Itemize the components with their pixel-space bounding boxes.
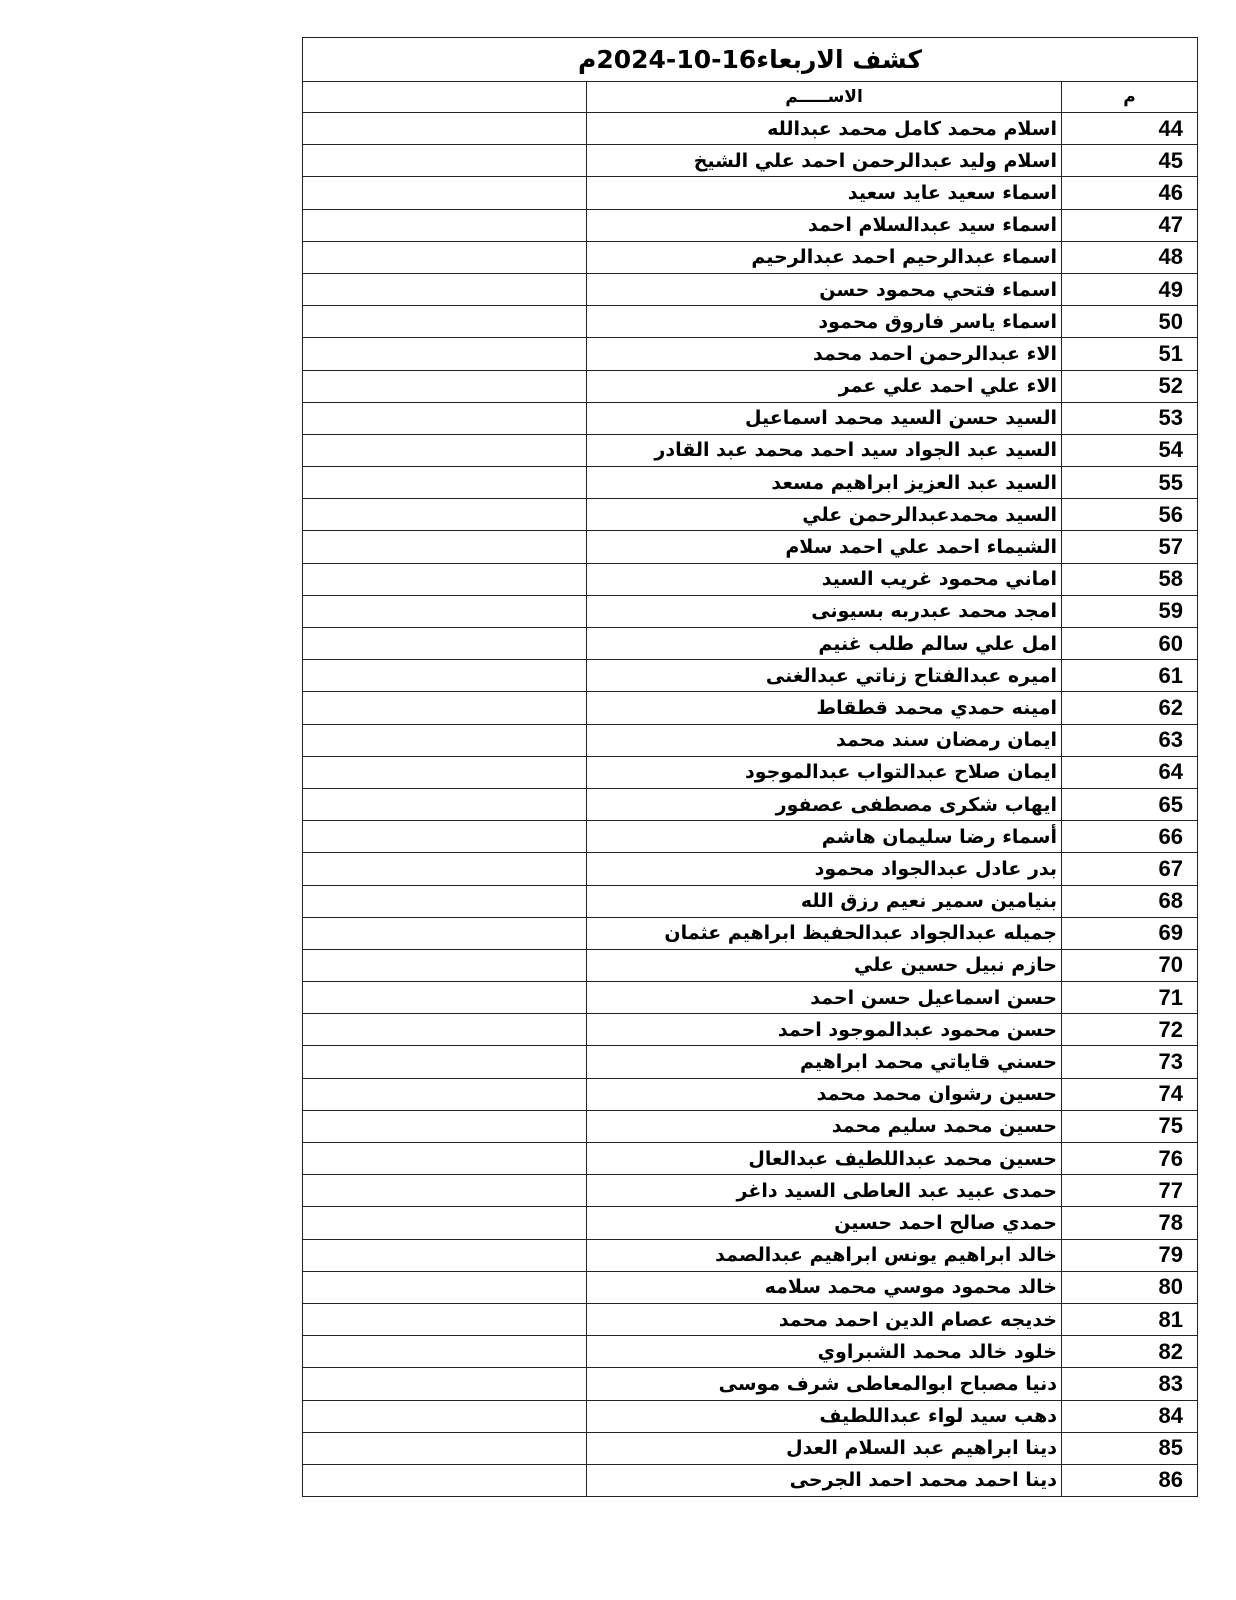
table-row: [303, 595, 1198, 627]
row-number: 83: [1062, 1368, 1198, 1400]
blank-cell: [303, 1432, 587, 1464]
row-name: خالد ابراهيم يونس ابراهيم عبدالصمد: [587, 1239, 1062, 1271]
blank-cell: [303, 917, 587, 949]
table-row: [303, 434, 1198, 466]
table-row: [303, 628, 1198, 660]
table-row: [303, 1175, 1198, 1207]
blank-cell: [303, 692, 587, 724]
blank-cell: [303, 724, 587, 756]
row-number: 61: [1062, 660, 1198, 692]
row-name: امينه حمدي محمد قطقاط: [587, 692, 1062, 724]
row-number: 45: [1062, 145, 1198, 177]
row-name: دينا ابراهيم عبد السلام العدل: [587, 1432, 1062, 1464]
row-name: أسماء رضا سليمان هاشم: [587, 821, 1062, 853]
row-number: 80: [1062, 1271, 1198, 1303]
row-number: 86: [1062, 1464, 1198, 1496]
row-number: 67: [1062, 853, 1198, 885]
table-row: [303, 724, 1198, 756]
row-number: 62: [1062, 692, 1198, 724]
blank-cell: [303, 1336, 587, 1368]
row-name: حمدى عبيد عبد العاطى السيد داغر: [587, 1175, 1062, 1207]
blank-cell: [303, 1368, 587, 1400]
blank-cell: [303, 434, 587, 466]
row-number: 59: [1062, 595, 1198, 627]
row-number: 75: [1062, 1110, 1198, 1142]
blank-cell: [303, 949, 587, 981]
table-row: [303, 145, 1198, 177]
header-row: [303, 82, 1198, 113]
row-name: اماني محمود غريب السيد: [587, 563, 1062, 595]
blank-cell: [303, 113, 587, 145]
table-row: [303, 499, 1198, 531]
blank-cell: [303, 209, 587, 241]
table-row: [303, 788, 1198, 820]
table-row: [303, 660, 1198, 692]
row-number: 85: [1062, 1432, 1198, 1464]
blank-cell: [303, 821, 587, 853]
blank-cell: [303, 1400, 587, 1432]
table-row: [303, 1432, 1198, 1464]
table-row: [303, 885, 1198, 917]
row-name: جميله عبدالجواد عبدالحفيظ ابراهيم عثمان: [587, 917, 1062, 949]
row-number: 64: [1062, 756, 1198, 788]
row-number: 44: [1062, 113, 1198, 145]
row-number: 74: [1062, 1078, 1198, 1110]
blank-cell: [303, 756, 587, 788]
header-name: الاســـــم: [587, 82, 1062, 113]
blank-cell: [303, 1175, 587, 1207]
blank-cell: [303, 402, 587, 434]
row-name: حسين محمد سليم محمد: [587, 1110, 1062, 1142]
row-name: ايهاب شكرى مصطفى عصفور: [587, 788, 1062, 820]
blank-cell: [303, 1110, 587, 1142]
header-number: م: [1062, 82, 1198, 113]
row-number: 48: [1062, 241, 1198, 273]
table-row: [303, 1336, 1198, 1368]
blank-cell: [303, 467, 587, 499]
row-number: 71: [1062, 982, 1198, 1014]
blank-cell: [303, 531, 587, 563]
row-name: دنيا مصباح ابوالمعاطى شرف موسى: [587, 1368, 1062, 1400]
row-number: 54: [1062, 434, 1198, 466]
row-name: حسين محمد عبداللطيف عبدالعال: [587, 1143, 1062, 1175]
table-row: [303, 1368, 1198, 1400]
row-number: 66: [1062, 821, 1198, 853]
row-name: الشيماء احمد علي احمد سلام: [587, 531, 1062, 563]
attendance-table: [302, 37, 1198, 1497]
table-row: [303, 1014, 1198, 1046]
blank-cell: [303, 1046, 587, 1078]
row-number: 56: [1062, 499, 1198, 531]
row-number: 57: [1062, 531, 1198, 563]
table-row: [303, 209, 1198, 241]
blank-cell: [303, 853, 587, 885]
table-row: [303, 692, 1198, 724]
row-name: بنيامين سمير نعيم رزق الله: [587, 885, 1062, 917]
table-row: [303, 563, 1198, 595]
blank-cell: [303, 885, 587, 917]
blank-cell: [303, 338, 587, 370]
row-number: 51: [1062, 338, 1198, 370]
row-number: 60: [1062, 628, 1198, 660]
blank-cell: [303, 177, 587, 209]
row-name: حسين رشوان محمد محمد: [587, 1078, 1062, 1110]
table-row: [303, 1303, 1198, 1335]
table-row: [303, 917, 1198, 949]
table-row: [303, 241, 1198, 273]
row-name: حمدي صالح احمد حسين: [587, 1207, 1062, 1239]
row-name: اميره عبدالفتاح زناتي عبدالغنى: [587, 660, 1062, 692]
row-name: اسماء سيد عبدالسلام احمد: [587, 209, 1062, 241]
blank-cell: [303, 628, 587, 660]
row-number: 65: [1062, 788, 1198, 820]
blank-cell: [303, 1143, 587, 1175]
blank-cell: [303, 1239, 587, 1271]
row-name: ايمان رمضان سند محمد: [587, 724, 1062, 756]
row-number: 58: [1062, 563, 1198, 595]
row-number: 63: [1062, 724, 1198, 756]
row-number: 68: [1062, 885, 1198, 917]
table-row: [303, 1400, 1198, 1432]
title-row: [303, 38, 1198, 82]
row-name: خديجه عصام الدين احمد محمد: [587, 1303, 1062, 1335]
blank-cell: [303, 241, 587, 273]
blank-cell: [303, 595, 587, 627]
blank-cell: [303, 1078, 587, 1110]
table-row: [303, 1046, 1198, 1078]
blank-cell: [303, 982, 587, 1014]
table-row: [303, 370, 1198, 402]
blank-cell: [303, 499, 587, 531]
row-number: 46: [1062, 177, 1198, 209]
row-name: اسماء فتحي محمود حسن: [587, 273, 1062, 305]
row-number: 84: [1062, 1400, 1198, 1432]
row-name: خالد محمود موسي محمد سلامه: [587, 1271, 1062, 1303]
blank-cell: [303, 306, 587, 338]
row-number: 49: [1062, 273, 1198, 305]
blank-cell: [303, 1464, 587, 1496]
row-number: 72: [1062, 1014, 1198, 1046]
row-number: 52: [1062, 370, 1198, 402]
row-name: الاء عبدالرحمن احمد محمد: [587, 338, 1062, 370]
row-number: 78: [1062, 1207, 1198, 1239]
blank-cell: [303, 563, 587, 595]
row-name: السيد عبد العزيز ابراهيم مسعد: [587, 467, 1062, 499]
row-name: حازم نبيل حسين علي: [587, 949, 1062, 981]
blank-cell: [303, 788, 587, 820]
table-row: [303, 273, 1198, 305]
row-number: 47: [1062, 209, 1198, 241]
row-name: دينا احمد محمد احمد الجرحى: [587, 1464, 1062, 1496]
blank-cell: [303, 1207, 587, 1239]
row-name: خلود خالد محمد الشبراوي: [587, 1336, 1062, 1368]
row-name: اسلام محمد كامل محمد عبدالله: [587, 113, 1062, 145]
row-name: حسن محمود عبدالموجود احمد: [587, 1014, 1062, 1046]
row-name: اسماء سعيد عايد سعيد: [587, 177, 1062, 209]
table-row: [303, 1271, 1198, 1303]
row-number: 76: [1062, 1143, 1198, 1175]
table-row: [303, 467, 1198, 499]
row-name: اسماء عبدالرحيم احمد عبدالرحيم: [587, 241, 1062, 273]
table-row: [303, 821, 1198, 853]
blank-cell: [303, 1303, 587, 1335]
table-row: [303, 853, 1198, 885]
table-row: [303, 1078, 1198, 1110]
sheet-title: كشف الاربعاء16-10-2024م: [303, 38, 1198, 82]
blank-cell: [303, 145, 587, 177]
row-name: دهب سيد لواء عبداللطيف: [587, 1400, 1062, 1432]
row-number: 77: [1062, 1175, 1198, 1207]
table-row: [303, 531, 1198, 563]
table-row: [303, 1239, 1198, 1271]
row-name: امل علي سالم طلب غنيم: [587, 628, 1062, 660]
table-row: [303, 338, 1198, 370]
row-name: السيد محمدعبدالرحمن علي: [587, 499, 1062, 531]
table-row: [303, 177, 1198, 209]
table-row: [303, 1110, 1198, 1142]
row-name: الاء علي احمد علي عمر: [587, 370, 1062, 402]
table-row: [303, 1464, 1198, 1496]
header-blank-cell: [303, 82, 587, 113]
row-number: 55: [1062, 467, 1198, 499]
row-name: السيد حسن السيد محمد اسماعيل: [587, 402, 1062, 434]
table-row: [303, 1143, 1198, 1175]
table-row: [303, 402, 1198, 434]
row-number: 73: [1062, 1046, 1198, 1078]
row-number: 81: [1062, 1303, 1198, 1335]
table-row: [303, 756, 1198, 788]
blank-cell: [303, 1271, 587, 1303]
row-number: 69: [1062, 917, 1198, 949]
row-number: 50: [1062, 306, 1198, 338]
row-name: حسني قاياتي محمد ابراهيم: [587, 1046, 1062, 1078]
table-row: [303, 1207, 1198, 1239]
table-row: [303, 949, 1198, 981]
attendance-table-body: [303, 38, 1198, 1497]
row-number: 70: [1062, 949, 1198, 981]
table-row: [303, 113, 1198, 145]
blank-cell: [303, 273, 587, 305]
row-number: 79: [1062, 1239, 1198, 1271]
row-name: السيد عبد الجواد سيد احمد محمد عبد القادر: [587, 434, 1062, 466]
row-number: 82: [1062, 1336, 1198, 1368]
blank-cell: [303, 1014, 587, 1046]
blank-cell: [303, 370, 587, 402]
table-row: [303, 306, 1198, 338]
row-name: اسماء ياسر فاروق محمود: [587, 306, 1062, 338]
row-name: بدر عادل عبدالجواد محمود: [587, 853, 1062, 885]
row-number: 53: [1062, 402, 1198, 434]
table-row: [303, 982, 1198, 1014]
blank-cell: [303, 660, 587, 692]
row-name: حسن اسماعيل حسن احمد: [587, 982, 1062, 1014]
row-name: امجد محمد عبدربه بسيونى: [587, 595, 1062, 627]
row-name: اسلام وليد عبدالرحمن احمد علي الشيخ: [587, 145, 1062, 177]
row-name: ايمان صلاح عبدالتواب عبدالموجود: [587, 756, 1062, 788]
